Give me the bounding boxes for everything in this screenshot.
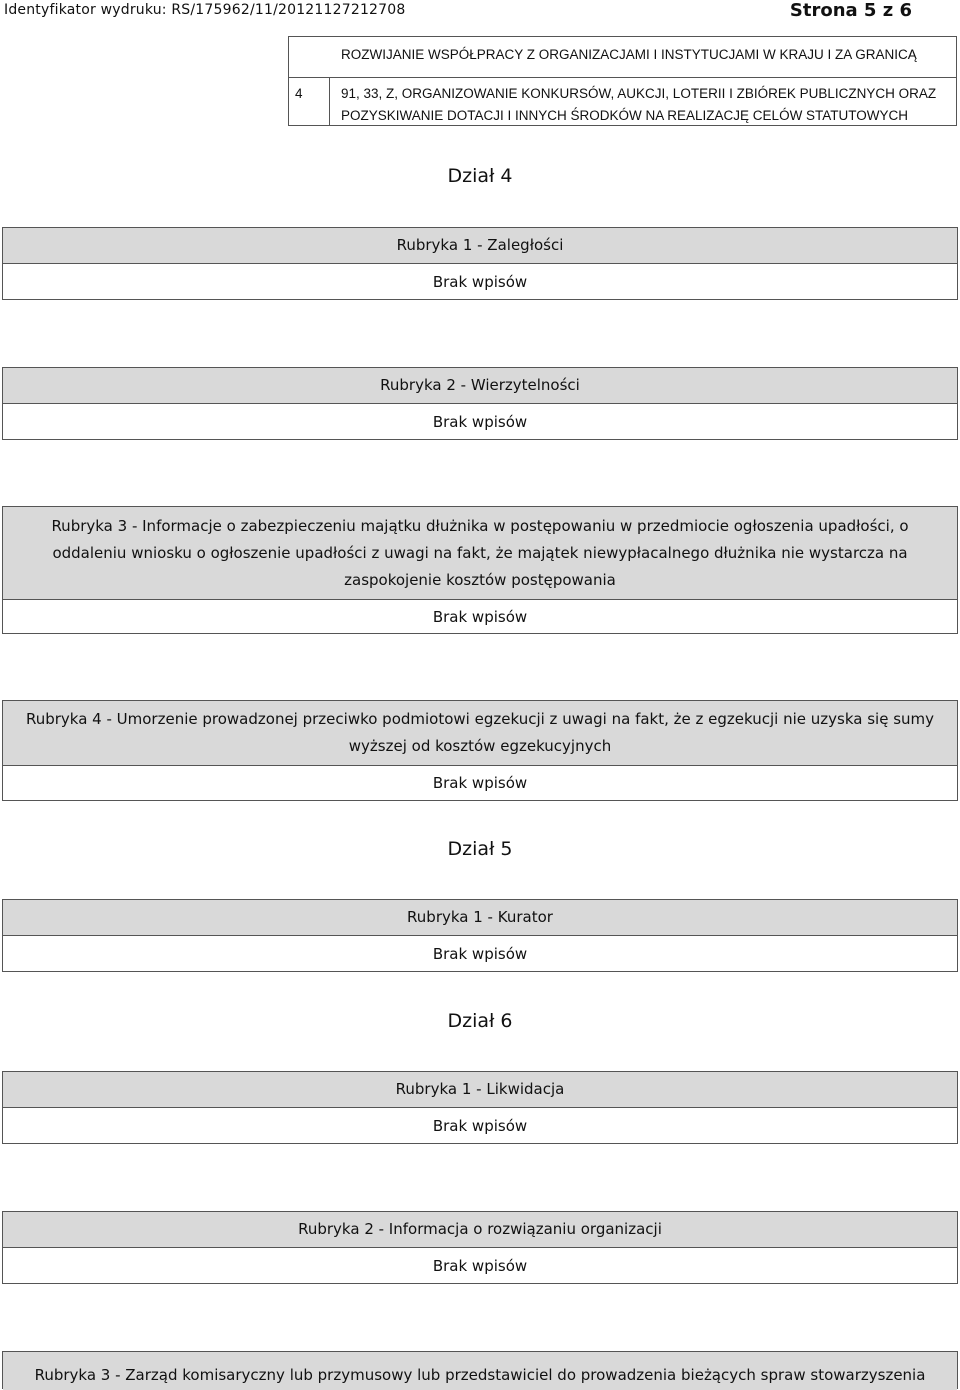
object-row-previous-text: ROZWIJANIE WSPÓŁPRACY Z ORGANIZACJAMI I INSTYTUCJAMI W KRAJU I ZA GRANICĄ <box>341 47 917 62</box>
rubryka-value: Brak wpisów <box>432 1116 528 1135</box>
rubryka-title: Rubryka 3 - Zarząd komisaryczny lub przymusowy lub przedstawiciel do prowadzenia bieżących spraw stowarzyszenia <box>3 1352 957 1390</box>
rubryka-wierzytelnosci <box>2 367 958 440</box>
section-heading-dzial4: Dział 4 <box>447 165 513 187</box>
rubryka-umorzenie-egzekucji <box>2 700 958 801</box>
rubryka-title: Rubryka 1 - Kurator <box>3 900 957 936</box>
rubryka-value: Brak wpisów <box>432 774 528 792</box>
section-heading-dzial5: Dział 5 <box>447 838 513 860</box>
object-description <box>341 83 936 127</box>
object-row-previous <box>289 37 956 78</box>
rubryka-value: Brak wpisów <box>432 1256 528 1275</box>
rubryka-likwidacja <box>2 1071 958 1144</box>
print-identifier: Identyfikator wydruku: RS/175962/11/20121127212708 <box>4 2 406 18</box>
object-number-cell <box>289 77 330 125</box>
rubryka-title: Rubryka 2 - Informacja o rozwiązaniu organizacji <box>3 1212 957 1248</box>
object-description-line1: 91, 33, Z, ORGANIZOWANIE KONKURSÓW, AUKCJI, LOTERII I ZBIÓREK PUBLICZNYCH ORAZ <box>341 86 937 101</box>
rubryka-kurator <box>2 899 958 972</box>
rubryka-zarzad-komisaryczny <box>2 1351 958 1389</box>
rubryka-zaleglosci <box>2 227 958 300</box>
rubryka-informacje-o-zabezpieczeniu <box>2 506 958 634</box>
rubryka-value: Brak wpisów <box>432 944 528 963</box>
rubryka-value: Brak wpisów <box>432 412 528 431</box>
rubryka-title: Rubryka 1 - Likwidacja <box>3 1072 957 1108</box>
object-table <box>288 36 957 126</box>
rubryka-informacja-o-rozwiazaniu <box>2 1211 958 1284</box>
rubryka-title: Rubryka 2 - Wierzytelności <box>3 368 957 404</box>
rubryka-title: Rubryka 4 - Umorzenie prowadzonej przeciwko podmiotowi egzekucji z uwagi na fakt, że z egzekucji nie uzyska się sumy wyższej od kosztów egzekucyjnych <box>3 701 957 766</box>
object-description-line2: POZYSKIWANIE DOTACJI I INNYCH ŚRODKÓW NA REALIZACJĘ CELÓW STATUTOWYCH <box>341 108 909 123</box>
rubryka-title: Rubryka 3 - Informacje o zabezpieczeniu majątku dłużnika w postępowaniu w przedmiocie ogłoszenia upadłości, o oddaleniu wniosku o ogłoszenie upadłości z uwagi na fakt, że majątek niewypłacalnego dłużnika nie wystarcza na zaspokojenie kosztów postępowania <box>3 507 957 600</box>
object-number: 4 <box>295 86 303 101</box>
section-heading-dzial6: Dział 6 <box>447 1010 513 1032</box>
page-number: Strona 5 z 6 <box>789 0 912 21</box>
rubryka-title: Rubryka 1 - Zaległości <box>3 228 957 264</box>
rubryka-value: Brak wpisów <box>432 272 528 291</box>
rubryka-value: Brak wpisów <box>432 607 528 626</box>
